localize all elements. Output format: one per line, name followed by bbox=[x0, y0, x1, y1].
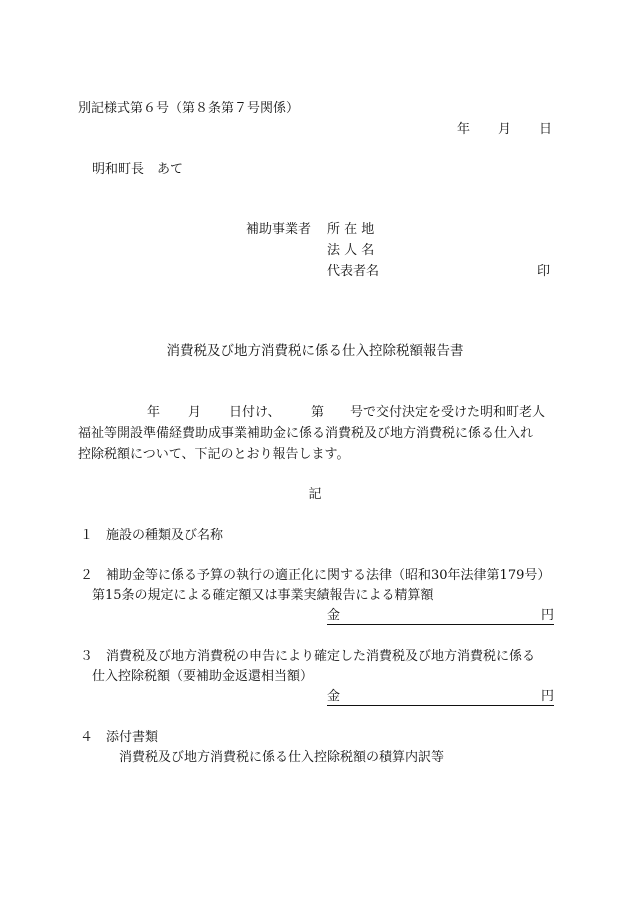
applicant-role-label: 補助事業者 bbox=[246, 222, 312, 237]
item-4-text-line-2: 消費税及び地方消費税に係る仕入控除税額の積算内訳等 bbox=[119, 750, 445, 765]
document-title: 消費税及び地方消費税に係る仕入控除税額報告書 bbox=[166, 343, 464, 359]
date-year-label: 年 bbox=[457, 122, 471, 137]
form-number-label: 別記様式第６号（第８条第７号関係） bbox=[78, 101, 300, 116]
item-3-number: ３ bbox=[80, 649, 94, 664]
corporation-name-label: 法 人 名 bbox=[327, 243, 375, 258]
item-3-en-label: 円 bbox=[540, 689, 554, 704]
address-label: 所 在 地 bbox=[327, 222, 375, 237]
body-line-3: 控除税額について、下記のとおり報告します。 bbox=[78, 447, 350, 462]
addressee: 明和町長 あて bbox=[92, 162, 184, 177]
item-2-en-label: 円 bbox=[540, 608, 554, 623]
seal-mark: 印 bbox=[537, 264, 551, 279]
body-day-label: 日付け、 bbox=[229, 405, 281, 420]
date-day-label: 日 bbox=[539, 122, 553, 137]
item-2-kin-label: 金 bbox=[327, 608, 341, 623]
body-number-suffix: 号で交付決定を受けた明和町老人 bbox=[350, 405, 546, 420]
item-3-text-line-1: 消費税及び地方消費税の申告により確定した消費税及び地方消費税に係る bbox=[106, 649, 536, 664]
representative-label: 代表者名 bbox=[327, 264, 380, 279]
item-3-amount-field bbox=[327, 690, 554, 705]
body-year-label: 年 bbox=[147, 405, 161, 420]
item-1-number: １ bbox=[80, 528, 94, 543]
item-4-number: ４ bbox=[80, 730, 94, 745]
item-2-amount-field bbox=[327, 609, 554, 624]
item-2-amount-underline bbox=[327, 624, 554, 625]
body-line-2: 福祉等開設準備経費助成事業補助金に係る消費税及び地方消費税に係る仕入れ bbox=[78, 426, 534, 441]
body-number-prefix: 第 bbox=[311, 405, 325, 420]
item-2-text-line-1: 補助金等に係る予算の執行の適正化に関する法律（昭和30年法律第179号） bbox=[106, 568, 551, 583]
item-3-text-line-2: 仕入控除税額（要補助金返還相当額） bbox=[92, 669, 314, 684]
item-2-number: ２ bbox=[80, 568, 94, 583]
item-1-text: 施設の種類及び名称 bbox=[106, 528, 224, 543]
date-month-label: 月 bbox=[498, 122, 512, 137]
item-3-kin-label: 金 bbox=[327, 689, 341, 704]
item-4-text-line-1: 添付書類 bbox=[106, 730, 159, 745]
body-month-label: 月 bbox=[188, 405, 202, 420]
item-2-text-line-2: 第15条の規定による確定額又は事業実績報告による精算額 bbox=[92, 588, 434, 603]
ki-heading: 記 bbox=[308, 487, 322, 502]
item-3-amount-underline bbox=[327, 705, 554, 706]
